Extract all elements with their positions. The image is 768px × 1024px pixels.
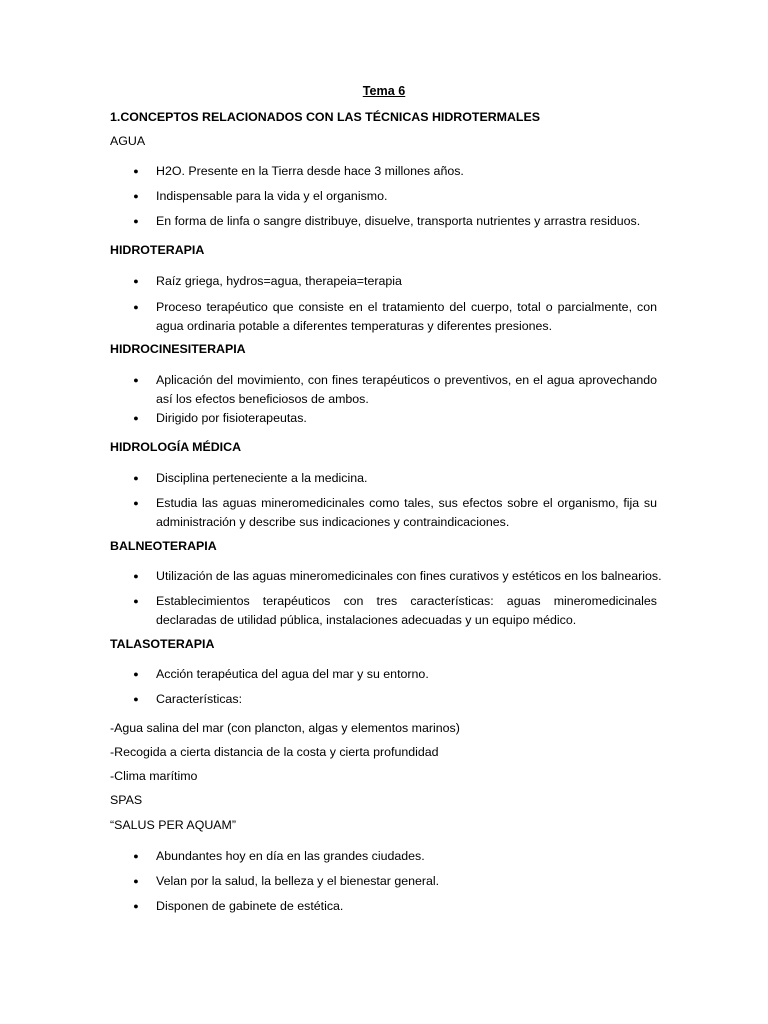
- bullet-text: Estudia las aguas mineromedicinales como tales, sus efectos sobre el organismo, fija su administración y describe sus indicaciones y contraindicaciones.: [156, 496, 657, 529]
- bullet-icon: ●: [133, 596, 139, 606]
- section-subtitle-spas: “SALUS PER AQUAM”: [110, 818, 236, 832]
- bullet-text: Disponen de gabinete de estética.: [156, 899, 344, 913]
- bullet-text: Características:: [156, 692, 243, 706]
- bullet-text: En forma de linfa o sangre distribuye, disuelve, transporta nutrientes y arrastra residuos.: [156, 214, 641, 228]
- section-title-hidrologia-medica: HIDROLOGÍA MÉDICA: [110, 440, 242, 454]
- bullet-text: Dirigido por fisioterapeutas.: [156, 411, 307, 425]
- bullet-text: H2O. Presente en la Tierra desde hace 3 millones años.: [156, 164, 464, 178]
- bullet-icon: ●: [133, 571, 139, 581]
- section-title-spas: SPAS: [110, 793, 143, 807]
- bullet-icon: ●: [133, 851, 139, 861]
- bullet-text: Raíz griega, hydros=agua, therapeia=terapia: [156, 274, 402, 288]
- bullet-icon: ●: [133, 166, 139, 176]
- section-title-talasoterapia: TALASOTERAPIA: [110, 637, 215, 651]
- bullet-text: Utilización de las aguas mineromedicinales con fines curativos y estéticos en los balnearios.: [156, 569, 662, 583]
- bullet-icon: ●: [133, 876, 139, 886]
- bullet-icon: ●: [133, 473, 139, 483]
- bullet-icon: ●: [133, 413, 139, 423]
- bullet-icon: ●: [133, 375, 139, 385]
- section-title-balneoterapia: BALNEOTERAPIA: [110, 539, 217, 553]
- section-title-agua: AGUA: [110, 134, 146, 148]
- bullet-text: Aplicación del movimiento, con fines terapéuticos o preventivos, en el agua aprovechando así los efectos beneficiosos de ambos.: [156, 373, 657, 406]
- detail-line: -Recogida a cierta distancia de la costa y cierta profundidad: [110, 745, 439, 759]
- document-title: Tema 6: [362, 84, 406, 98]
- bullet-text: Proceso terapéutico que consiste en el tratamiento del cuerpo, total o parcialmente, con agua ordinaria potable a diferentes temperaturas y diferentes presiones.: [156, 300, 657, 333]
- bullet-text: Disciplina perteneciente a la medicina.: [156, 471, 368, 485]
- bullet-icon: ●: [133, 498, 139, 508]
- detail-line: -Agua salina del mar (con plancton, algas y elementos marinos): [110, 721, 460, 735]
- bullet-icon: ●: [133, 302, 139, 312]
- bullet-icon: ●: [133, 694, 139, 704]
- bullet-text: Acción terapéutica del agua del mar y su entorno.: [156, 667, 429, 681]
- bullet-text: Establecimientos terapéuticos con tres características: aguas mineromedicinales declaradas de utilidad pública, instalaciones adecuadas y un equipo médico.: [156, 594, 657, 627]
- detail-line: -Clima marítimo: [110, 769, 198, 783]
- section-title-hidrocinesiterapia: HIDROCINESITERAPIA: [110, 342, 246, 356]
- bullet-text: Velan por la salud, la belleza y el bienestar general.: [156, 874, 440, 888]
- main-heading: 1.CONCEPTOS RELACIONADOS CON LAS TÉCNICAS HIDROTERMALES: [110, 110, 541, 124]
- section-title-hidroterapia: HIDROTERAPIA: [110, 243, 205, 257]
- bullet-text: Indispensable para la vida y el organismo.: [156, 189, 388, 203]
- bullet-icon: ●: [133, 191, 139, 201]
- bullet-icon: ●: [133, 216, 139, 226]
- bullet-icon: ●: [133, 669, 139, 679]
- bullet-icon: ●: [133, 901, 139, 911]
- bullet-text: Abundantes hoy en día en las grandes ciudades.: [156, 849, 425, 863]
- bullet-icon: ●: [133, 276, 139, 286]
